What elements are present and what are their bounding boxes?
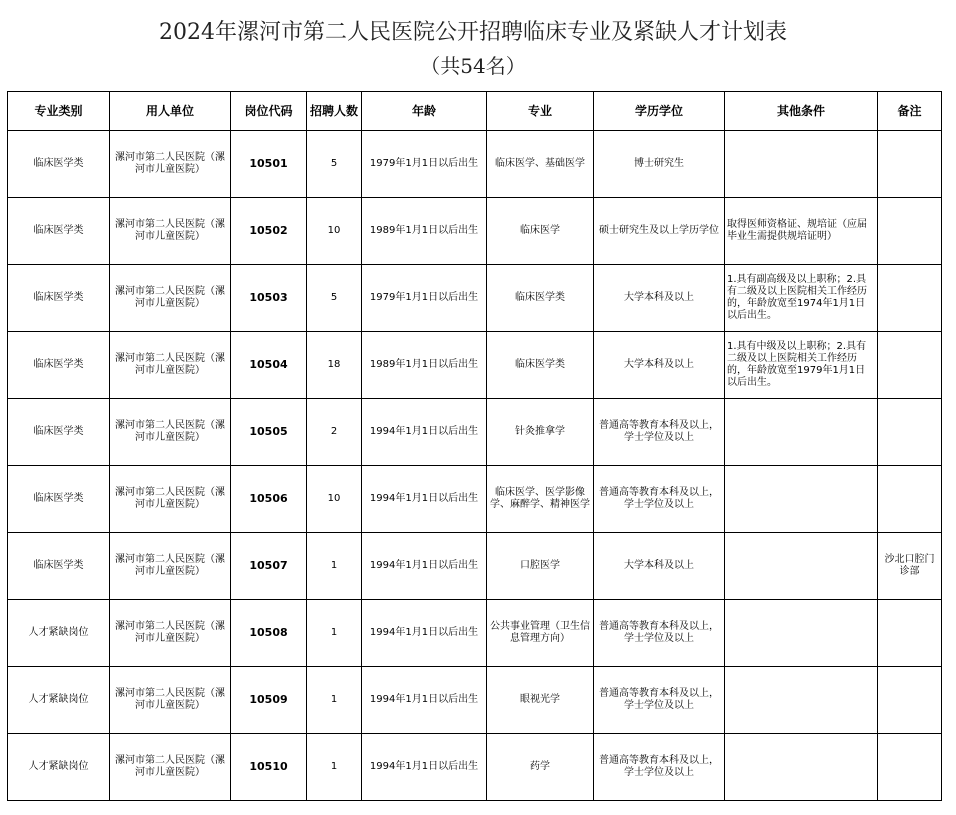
cell-major: 临床医学: [487, 198, 594, 265]
header-category: 专业类别: [8, 92, 110, 131]
cell-note: [878, 734, 942, 801]
cell-degree: 硕士研究生及以上学历学位: [594, 198, 725, 265]
cell-code: 10505: [231, 399, 307, 466]
cell-unit: 漯河市第二人民医院（漯河市儿童医院）: [110, 131, 231, 198]
table-row: [8, 399, 942, 466]
table-row: [8, 734, 942, 801]
recruitment-table: [7, 91, 942, 801]
cell-category: 临床医学类: [8, 533, 110, 600]
table-row: [8, 332, 942, 399]
cell-other: 1.具有中级及以上职称；2.具有二级及以上医院相关工作经历的，年龄放宽至1979年1月1日以后出生。: [725, 332, 878, 399]
cell-age: 1994年1月1日以后出生: [362, 399, 487, 466]
cell-degree: 普通高等教育本科及以上，学士学位及以上: [594, 667, 725, 734]
cell-major: 眼视光学: [487, 667, 594, 734]
header-degree: 学历学位: [594, 92, 725, 131]
cell-note: [878, 332, 942, 399]
cell-code: 10506: [231, 466, 307, 533]
document-title: 2024年漯河市第二人民医院公开招聘临床专业及紧缺人才计划表: [159, 20, 787, 45]
cell-degree: 大学本科及以上: [594, 265, 725, 332]
cell-other: [725, 667, 878, 734]
cell-unit: 漯河市第二人民医院（漯河市儿童医院）: [110, 399, 231, 466]
cell-unit: 漯河市第二人民医院（漯河市儿童医院）: [110, 198, 231, 265]
cell-unit: 漯河市第二人民医院（漯河市儿童医院）: [110, 667, 231, 734]
cell-note: [878, 466, 942, 533]
table-row: [8, 466, 942, 533]
table-row: [8, 265, 942, 332]
cell-age: 1994年1月1日以后出生: [362, 600, 487, 667]
cell-count: 2: [307, 399, 362, 466]
cell-age: 1989年1月1日以后出生: [362, 332, 487, 399]
table-row: [8, 198, 942, 265]
header-count: 招聘人数: [307, 92, 362, 131]
table-row: [8, 533, 942, 600]
table-row: [8, 600, 942, 667]
cell-note: [878, 667, 942, 734]
cell-count: 10: [307, 198, 362, 265]
cell-note: [878, 198, 942, 265]
cell-count: 1: [307, 667, 362, 734]
cell-unit: 漯河市第二人民医院（漯河市儿童医院）: [110, 332, 231, 399]
document-subtitle: （共54名）: [420, 54, 526, 78]
cell-category: 临床医学类: [8, 131, 110, 198]
cell-note: [878, 265, 942, 332]
cell-code: 10501: [231, 131, 307, 198]
cell-major: 口腔医学: [487, 533, 594, 600]
cell-code: 10508: [231, 600, 307, 667]
cell-category: 临床医学类: [8, 399, 110, 466]
cell-count: 18: [307, 332, 362, 399]
cell-degree: 普通高等教育本科及以上，学士学位及以上: [594, 466, 725, 533]
cell-unit: 漯河市第二人民医院（漯河市儿童医院）: [110, 600, 231, 667]
cell-age: 1989年1月1日以后出生: [362, 198, 487, 265]
cell-major: 临床医学、医学影像学、麻醉学、精神医学: [487, 466, 594, 533]
cell-degree: 大学本科及以上: [594, 533, 725, 600]
cell-unit: 漯河市第二人民医院（漯河市儿童医院）: [110, 533, 231, 600]
cell-note: [878, 399, 942, 466]
cell-other: [725, 131, 878, 198]
cell-unit: 漯河市第二人民医院（漯河市儿童医院）: [110, 734, 231, 801]
cell-note: [878, 131, 942, 198]
cell-code: 10503: [231, 265, 307, 332]
cell-other: [725, 466, 878, 533]
cell-degree: 大学本科及以上: [594, 332, 725, 399]
cell-other: 1.具有副高级及以上职称；2.具有二级及以上医院相关工作经历的，年龄放宽至1974年1月1日以后出生。: [725, 265, 878, 332]
cell-degree: 普通高等教育本科及以上，学士学位及以上: [594, 600, 725, 667]
cell-count: 1: [307, 734, 362, 801]
cell-unit: 漯河市第二人民医院（漯河市儿童医院）: [110, 265, 231, 332]
cell-count: 10: [307, 466, 362, 533]
cell-major: 临床医学类: [487, 332, 594, 399]
table-row: [8, 131, 942, 198]
cell-major: 针灸推拿学: [487, 399, 594, 466]
cell-category: 人才紧缺岗位: [8, 600, 110, 667]
cell-other: 取得医师资格证、规培证（应届毕业生需提供规培证明）: [725, 198, 878, 265]
header-major: 专业: [487, 92, 594, 131]
header-age: 年龄: [362, 92, 487, 131]
cell-code: 10504: [231, 332, 307, 399]
cell-age: 1994年1月1日以后出生: [362, 533, 487, 600]
cell-other: [725, 533, 878, 600]
cell-age: 1994年1月1日以后出生: [362, 734, 487, 801]
cell-age: 1994年1月1日以后出生: [362, 466, 487, 533]
cell-unit: 漯河市第二人民医院（漯河市儿童医院）: [110, 466, 231, 533]
table-row: [8, 667, 942, 734]
cell-note: [878, 600, 942, 667]
cell-category: 临床医学类: [8, 198, 110, 265]
cell-degree: 博士研究生: [594, 131, 725, 198]
cell-category: 临床医学类: [8, 265, 110, 332]
cell-category: 人才紧缺岗位: [8, 734, 110, 801]
header-other: 其他条件: [725, 92, 878, 131]
header-unit: 用人单位: [110, 92, 231, 131]
cell-count: 5: [307, 265, 362, 332]
cell-code: 10510: [231, 734, 307, 801]
cell-degree: 普通高等教育本科及以上，学士学位及以上: [594, 399, 725, 466]
cell-count: 1: [307, 533, 362, 600]
cell-code: 10509: [231, 667, 307, 734]
header-note: 备注: [878, 92, 942, 131]
cell-major: 临床医学类: [487, 265, 594, 332]
header-code: 岗位代码: [231, 92, 307, 131]
cell-category: 人才紧缺岗位: [8, 667, 110, 734]
cell-other: [725, 399, 878, 466]
cell-count: 5: [307, 131, 362, 198]
table-header-row: [8, 92, 942, 131]
cell-major: 临床医学、基础医学: [487, 131, 594, 198]
cell-code: 10507: [231, 533, 307, 600]
cell-other: [725, 734, 878, 801]
cell-category: 临床医学类: [8, 332, 110, 399]
cell-note: 沙北口腔门诊部: [878, 533, 942, 600]
cell-major: 药学: [487, 734, 594, 801]
cell-major: 公共事业管理（卫生信息管理方向）: [487, 600, 594, 667]
cell-count: 1: [307, 600, 362, 667]
cell-age: 1979年1月1日以后出生: [362, 131, 487, 198]
cell-age: 1994年1月1日以后出生: [362, 667, 487, 734]
cell-code: 10502: [231, 198, 307, 265]
cell-age: 1979年1月1日以后出生: [362, 265, 487, 332]
cell-category: 临床医学类: [8, 466, 110, 533]
cell-other: [725, 600, 878, 667]
cell-degree: 普通高等教育本科及以上，学士学位及以上: [594, 734, 725, 801]
